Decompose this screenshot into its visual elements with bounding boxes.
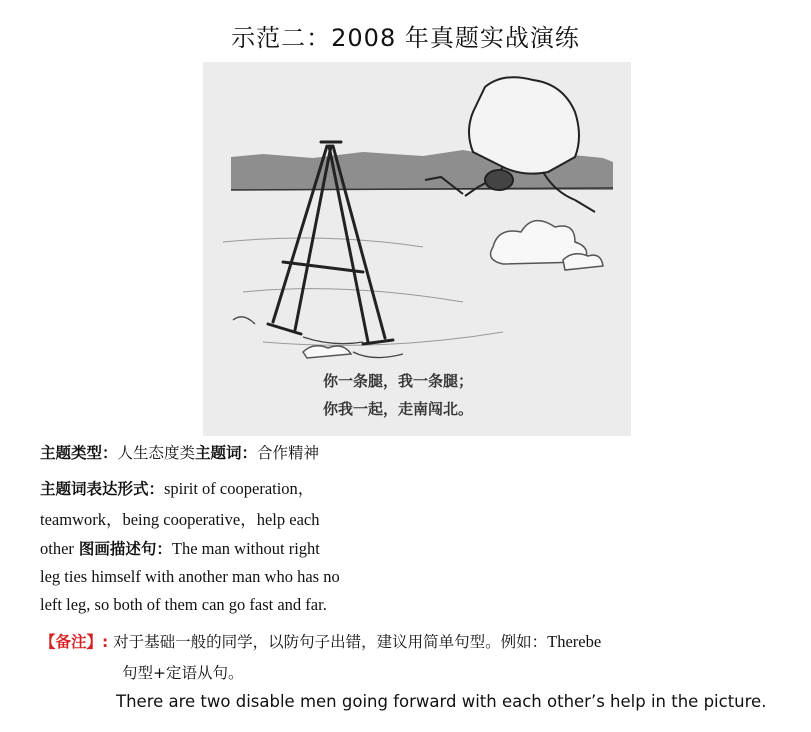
topic-word-label: 主题词： bbox=[195, 444, 258, 462]
topic-type-value: 人生态度类 bbox=[117, 444, 196, 462]
page-title: 示范二：2008 年真题实战演练 bbox=[231, 24, 580, 52]
topic-word-value: 合作精神 bbox=[257, 444, 320, 462]
topic-line bbox=[40, 441, 319, 463]
expression-label: 主题词表达形式： bbox=[40, 480, 165, 498]
cartoon-illustration bbox=[203, 62, 631, 436]
figure-caption-line-2: 你我一起，走南闯北。 bbox=[323, 400, 474, 418]
describe-text-1: The man without right bbox=[171, 539, 320, 558]
expression-value-2: teamwork，being cooperative，help each bbox=[40, 510, 320, 529]
note-text-1-en: Therebe bbox=[547, 632, 602, 651]
note-label: 【备注】: bbox=[40, 633, 109, 651]
expression-value-1: spirit of cooperation， bbox=[164, 479, 315, 498]
expression-line-3 bbox=[40, 537, 320, 559]
describe-label: 图画描述句： bbox=[78, 540, 172, 558]
note-text-2: 句型+定语从句。 bbox=[122, 664, 244, 682]
topic-type-label: 主题类型： bbox=[40, 444, 118, 462]
note-text-1: 对于基础一般的同学，以防句子出错，建议用简单句型。例如： bbox=[113, 633, 548, 651]
note-line-1 bbox=[40, 630, 601, 652]
describe-text-2: leg ties himself with another man who has no bbox=[40, 567, 340, 586]
note-example: There are two disable men going forward with each other’s help in the picture. bbox=[116, 692, 767, 711]
cartoon-drawing bbox=[203, 62, 631, 436]
describe-text-3: left leg, so both of them can go fast and far. bbox=[40, 595, 327, 614]
expression-value-3-prefix: other bbox=[40, 539, 74, 558]
expression-line-1 bbox=[40, 475, 314, 499]
figure-caption-line-1: 你一条腿，我一条腿； bbox=[323, 372, 474, 390]
